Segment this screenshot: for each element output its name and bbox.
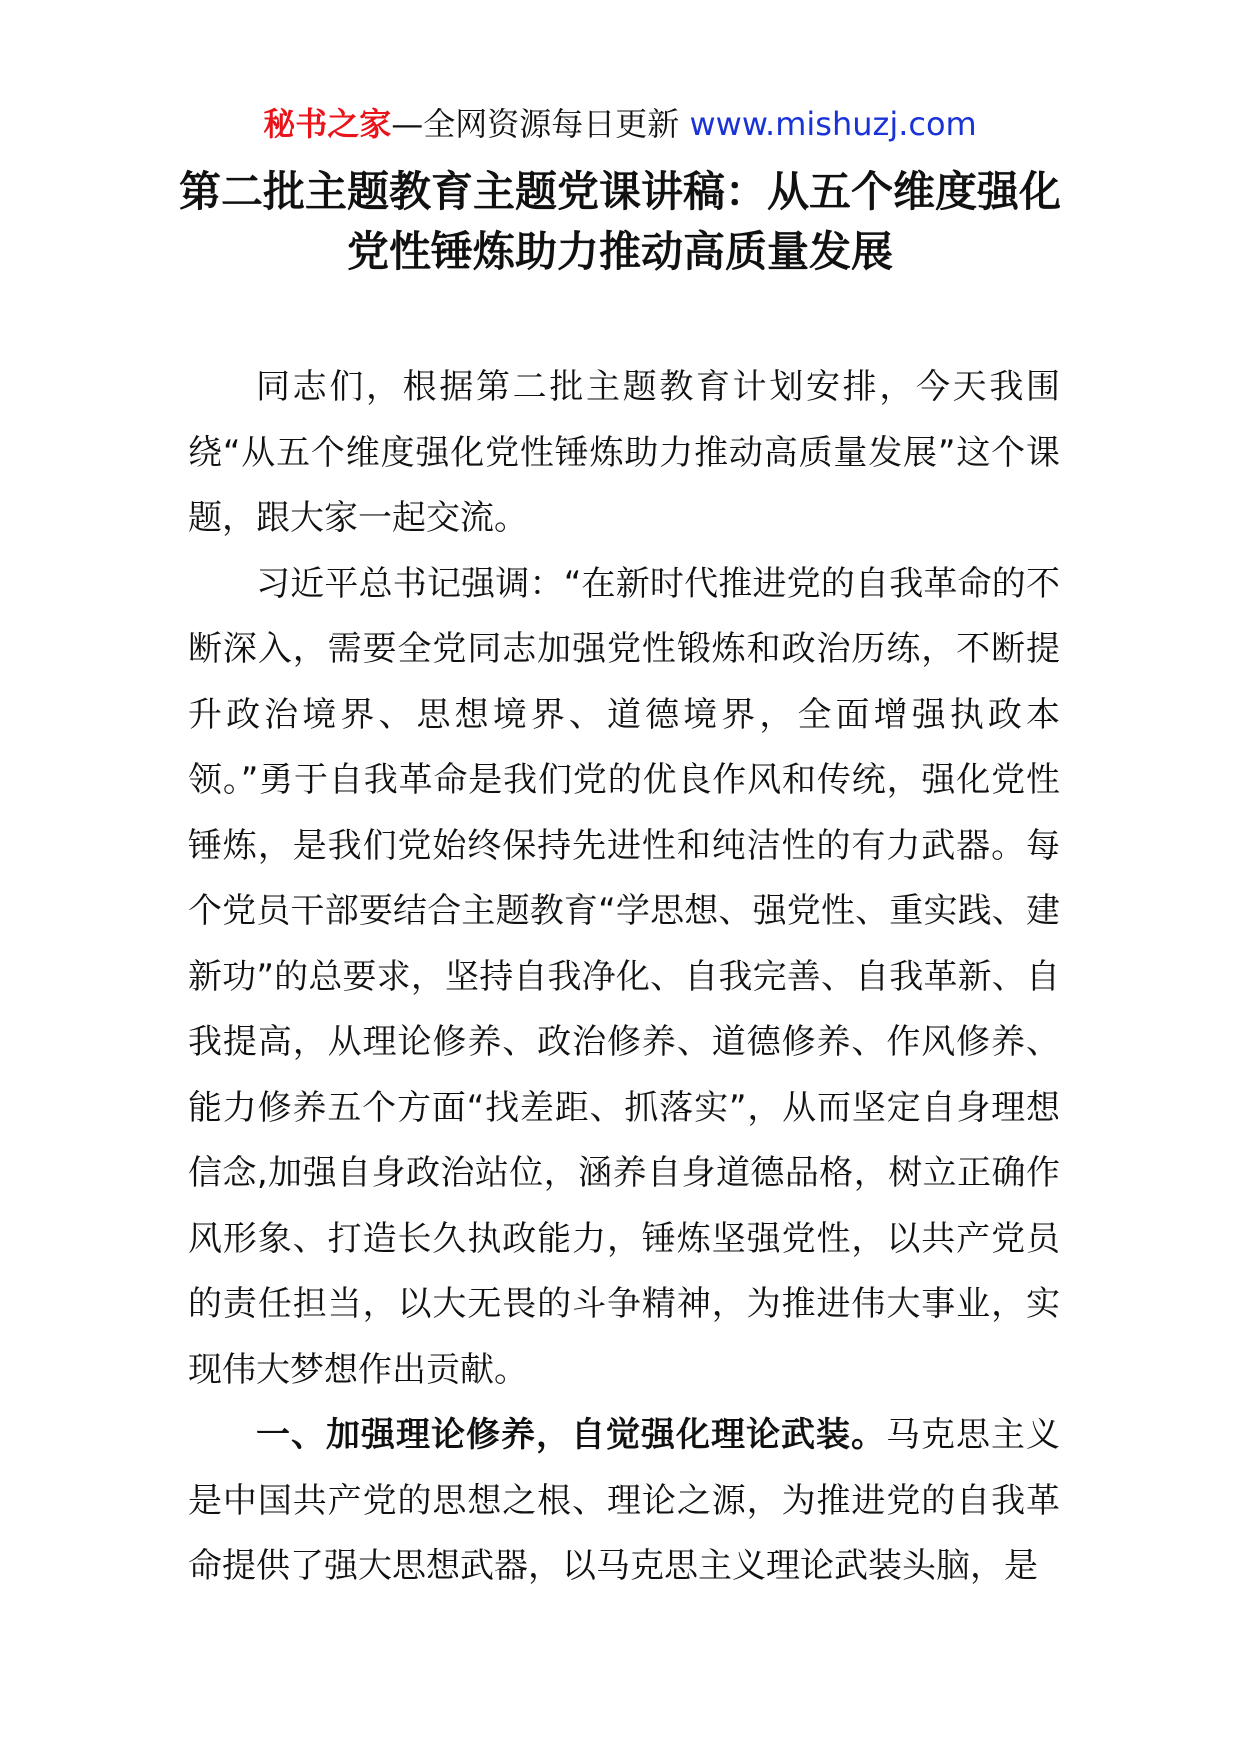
section-one-text: 马克思主义是中国共产党的思想之根、理论之源，为推进党的自我革命提供了强大思想武器，以马克思主义理论武装头脑，是 [188,1415,1060,1586]
section-one-heading: 一、加强理论修养，自觉强化理论武装。 [256,1415,886,1455]
document-body [188,355,1060,1600]
paragraph-intro: 同志们，根据第二批主题教育计划安排，今天我围绕“从五个维度强化党性锤炼助力推动高质量发展”这个课题，跟大家一起交流。 [188,367,1060,538]
paragraph-section-one [188,1403,1060,1600]
site-name: 秘书之家 [263,105,392,143]
paragraph-quote: 习近平总书记强调：“在新时代推进党的自我革命的不断深入，需要全党同志加强党性锻炼和政治历练，不断提升政治境界、思想境界、道德境界，全面增强执政本领。”勇于自我革命是我们党的优良作风和传统，强化党性锤炼，是我们党始终保持先进性和纯洁性的有力武器。每个党员干部要结合主题教育“学思想、强党性、重实践、建新功”的总要求，坚持自我净化、自我完善、自我革新、自我提高，从理论修养、政治修养、道德修养、作风修养、能力修养五个方面“找差距、抓落实”，从而坚定自身理想信念,加强自身政治站位，涵养自身道德品格，树立正确作风形象、打造长久执政能力，锤炼坚强党性，以共产党员的责任担当，以大无畏的斗争精神，为推进伟大事业，实现伟大梦想作出贡献。 [188,563,1060,1390]
site-url-link[interactable]: www.mishuzj.com [689,105,977,143]
site-header [0,100,1240,148]
site-slogan: —全网资源每日更新 [391,105,690,143]
document-title: 第二批主题教育主题党课讲稿：从五个维度强化党性锤炼助力推动高质量发展 [178,167,1061,276]
